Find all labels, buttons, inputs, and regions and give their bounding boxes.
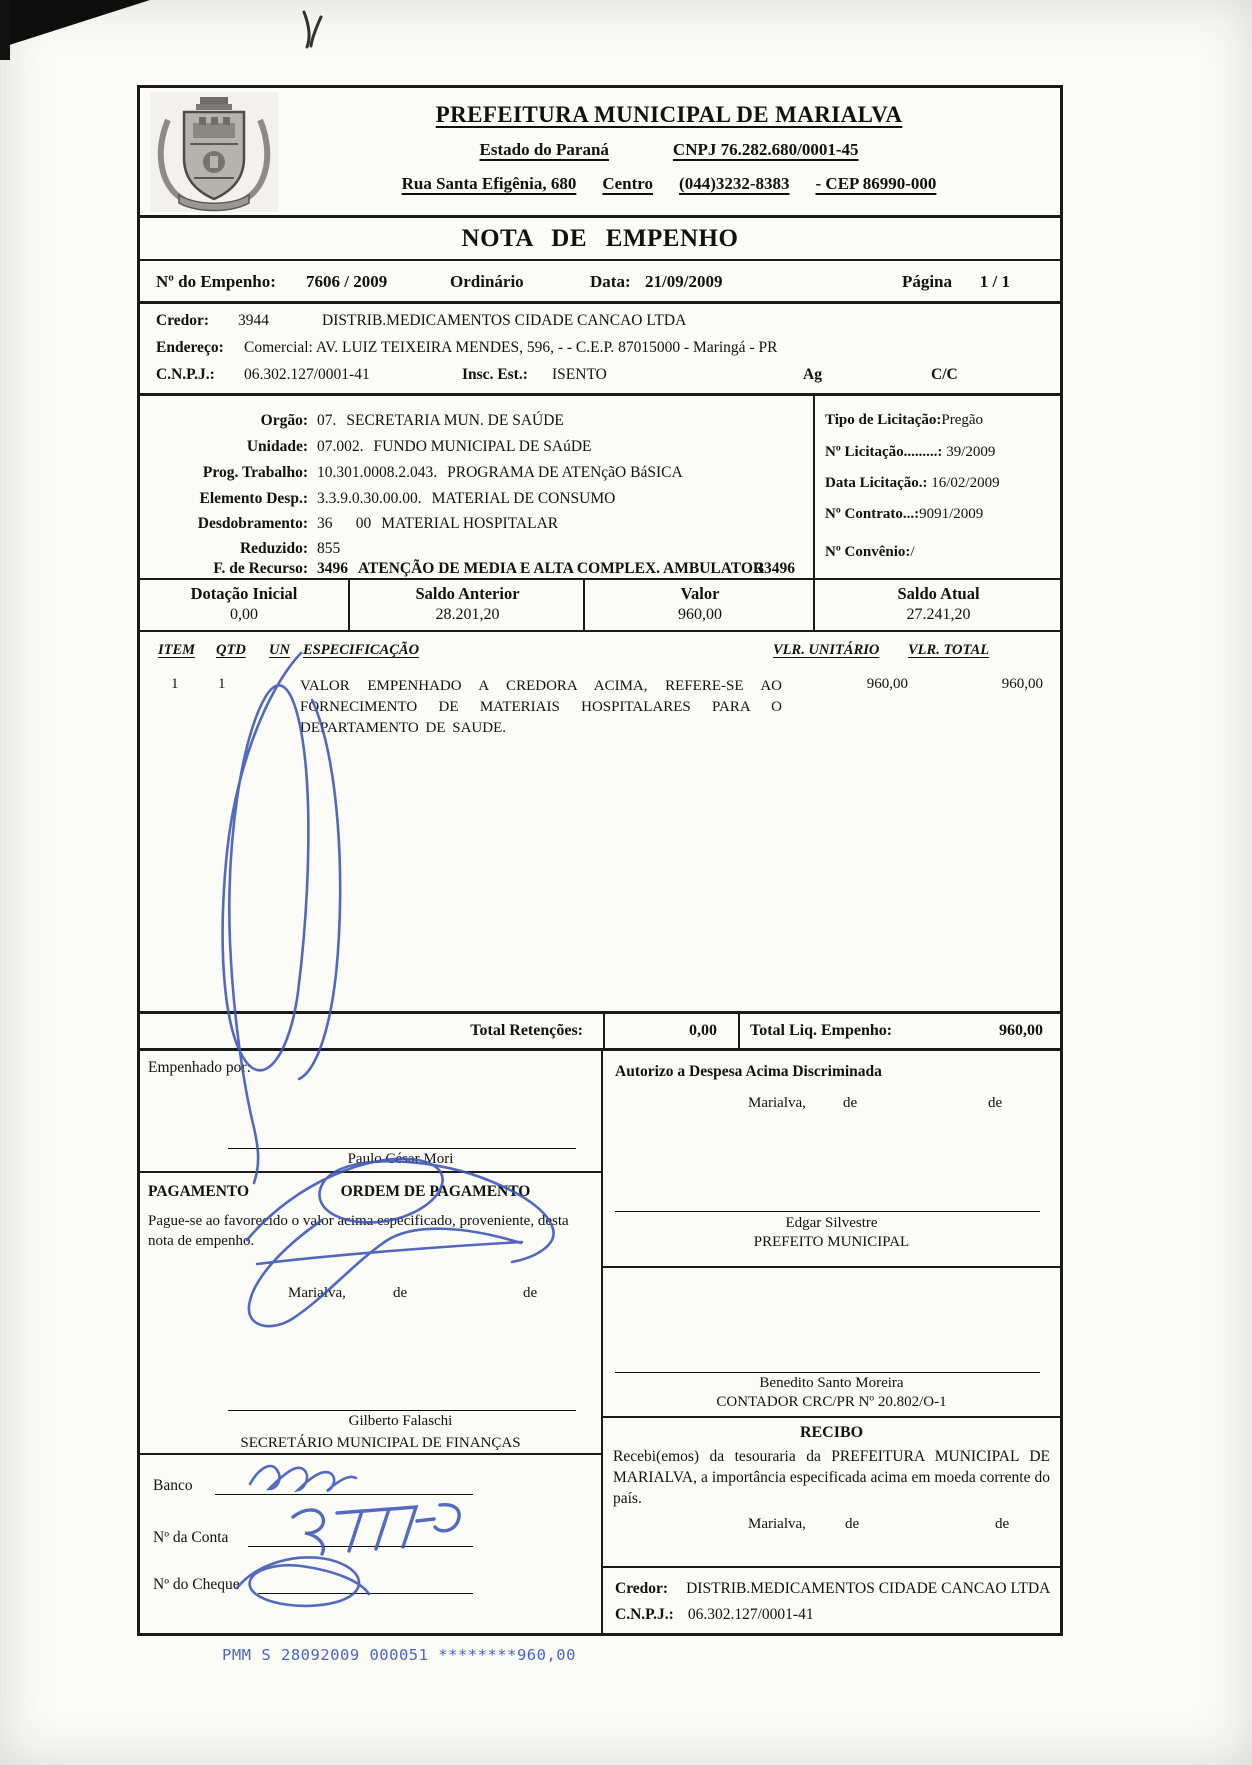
- bidding-number-value: 39/2009: [946, 444, 996, 460]
- payment-order-box: [140, 1173, 603, 1455]
- budget-classification: [140, 396, 813, 578]
- scan-artifact-edge: [0, 0, 10, 60]
- saldo-atual-value: 27.241,20: [906, 606, 971, 623]
- address-value: Comercial: AV. LUIZ TEIXEIRA MENDES, 596, - - C.E.P. 87015000 - Maringá - PR: [244, 339, 778, 356]
- state-reg-value: ISENTO: [552, 366, 607, 383]
- col-header-especificacao: ESPECIFICAÇÃO: [303, 642, 420, 658]
- col-header-vlr-unitario: VLR. UNITÁRIO: [773, 642, 880, 658]
- banco-label: Banco: [153, 1477, 193, 1494]
- saldo-anterior-value: 28.201,20: [435, 606, 500, 623]
- agreement-number-value: /: [910, 544, 915, 560]
- col-header-qtd: QTD: [216, 642, 246, 658]
- budget-row-recurso: [140, 560, 813, 578]
- header-title: PREFEITURA MUNICIPAL DE MARIALVA: [435, 102, 903, 127]
- contract-number-row: [825, 506, 983, 523]
- header-cnpj: CNPJ 76.282.680/0001-45: [672, 140, 859, 159]
- total-liquido-value: 960,00: [999, 1022, 1043, 1039]
- desdobramento-code: 36 00: [317, 515, 372, 532]
- empenho-date-value: 21/09/2009: [645, 272, 723, 291]
- items-table: [140, 632, 1060, 1011]
- header-district: Centro: [602, 174, 654, 193]
- contract-number-value: 9091/2009: [919, 506, 984, 522]
- item-number: 1: [171, 676, 179, 692]
- accountant-box: [603, 1268, 1060, 1418]
- de-word: de: [523, 1285, 538, 1301]
- signer-edgar-silvestre: Edgar Silvestre: [785, 1215, 878, 1231]
- pen-mark-top: [304, 12, 321, 47]
- document-title: NOTA DE EMPENHO: [140, 218, 1060, 261]
- signer-title-secretario-financas: SECRETÁRIO MUNICIPAL DE FINANÇAS: [240, 1435, 521, 1451]
- signature-line-contador: [615, 1372, 1040, 1373]
- cheque-label: Nº do Cheque: [153, 1576, 240, 1593]
- header-text-block: [290, 102, 1048, 194]
- item-description: VALOR EMPENHADO A CREDORA ACIMA, REFERE-SE AO FORNECIMENTO DE MATERIAIS HOSPITALARES PARA O DEPARTAMENTO DE SAUDE.: [300, 678, 782, 736]
- totals-divider-1: [603, 1014, 605, 1048]
- item-quantity: 1: [218, 676, 226, 692]
- budget-row-reduzido: [140, 540, 813, 558]
- totals-divider-2: [738, 1014, 740, 1048]
- cnpj-label: C.N.P.J.:: [156, 366, 215, 383]
- balances-row: [140, 580, 1060, 632]
- cheque-fill-line: [258, 1593, 473, 1594]
- bidding-type-row: [825, 412, 983, 429]
- balance-col-dotacao: [140, 580, 348, 630]
- dot-matrix-stamp: PMM S 28092009 000051 ********960,00: [222, 1646, 576, 1664]
- orgao-desc: SECRETARIA MUN. DE SAÚDE: [346, 412, 564, 429]
- conta-fill-line: [248, 1546, 473, 1547]
- col-header-vlr-total: VLR. TOTAL: [908, 642, 990, 658]
- desdobramento-desc: MATERIAL HOSPITALAR: [381, 515, 559, 532]
- prog-desc: PROGRAMA DE ATENçãO BáSICA: [447, 464, 683, 481]
- de-word: de: [845, 1516, 860, 1532]
- item-unit-value: 960,00: [866, 676, 908, 692]
- footer-cnpj-row: [615, 1606, 814, 1624]
- city-name: Marialva,: [748, 1516, 806, 1532]
- item-total-value: 960,00: [1001, 676, 1043, 692]
- empenhado-por-box: [140, 1051, 603, 1173]
- reduzido-label: Reduzido:: [239, 540, 308, 557]
- de-word: de: [393, 1285, 408, 1301]
- footer-creditor-name: DISTRIB.MEDICAMENTOS CIDADE CANCAO LTDA: [686, 1580, 1051, 1597]
- agreement-number-row: [825, 544, 915, 561]
- scan-artifact-corner: [0, 0, 150, 48]
- signature-line-prefeito: [615, 1211, 1040, 1212]
- de-word: de: [988, 1095, 1003, 1111]
- recibo-body-text: Recebi(emos) da tesouraria da PREFEITURA MUNICIPAL DE MARIALVA, a importância especificada acima em moeda corrente do país.: [613, 1448, 1050, 1507]
- pagamento-title: PAGAMENTO: [148, 1183, 250, 1200]
- budget-row-unidade: [140, 438, 813, 456]
- document-header: [140, 88, 1060, 218]
- footer-creditor-row: [615, 1580, 1050, 1598]
- elemento-desc: MATERIAL DE CONSUMO: [431, 490, 616, 507]
- header-line-state: [290, 140, 1048, 160]
- recurso-extra-code: 33496: [756, 560, 795, 577]
- creditor-label: Credor:: [156, 312, 210, 329]
- page-label: Página: [901, 272, 952, 291]
- signature-area: [140, 1051, 1060, 1633]
- empenho-number-value: 7606 / 2009: [306, 272, 388, 291]
- creditor-footer-box: [603, 1568, 1060, 1633]
- saldo-anterior-header: Saldo Anterior: [415, 584, 520, 603]
- empenho-number-label: Nº do Empenho:: [156, 272, 276, 291]
- header-cep: - CEP 86990-000: [815, 174, 937, 193]
- bidding-date-label: Data Licitação.:: [825, 475, 928, 491]
- cnpj-value: 06.302.127/0001-41: [244, 366, 370, 383]
- header-line-address: [290, 174, 1048, 194]
- budget-row-elemento: [140, 490, 813, 508]
- conta-label: Nº da Conta: [153, 1529, 229, 1546]
- footer-cnpj-label: C.N.P.J.:: [615, 1606, 674, 1623]
- empenho-modality: Ordinário: [450, 272, 524, 291]
- signer-gilberto-falaschi: Gilberto Falaschi: [348, 1413, 453, 1429]
- total-retencoes-label: Total Retenções:: [470, 1022, 583, 1039]
- header-phone: (044)3232-8383: [679, 174, 790, 193]
- balance-col-saldo-anterior: [348, 580, 585, 630]
- orgao-label: Orgão:: [260, 412, 308, 429]
- bidding-type-value: Pregão: [941, 412, 984, 428]
- col-header-un: UN: [269, 642, 290, 658]
- bidding-date-value: 16/02/2009: [931, 475, 1000, 491]
- unidade-code: 07.002.: [317, 438, 364, 455]
- total-liquido-label: Total Liq. Empenho:: [750, 1022, 893, 1039]
- reduzido-code: 855: [317, 540, 341, 557]
- signature-line-pagamento: [228, 1410, 576, 1411]
- de-word: de: [843, 1095, 858, 1111]
- recibo-title: RECIBO: [799, 1424, 864, 1441]
- totals-row: [140, 1011, 1060, 1051]
- address-label: Endereço:: [156, 339, 224, 356]
- prog-code: 10.301.0008.2.043.: [317, 464, 438, 481]
- document-frame: [137, 85, 1063, 1636]
- bidding-type-label: Tipo de Licitação:: [825, 412, 942, 428]
- signer-title-contador: CONTADOR CRC/PR Nº 20.802/O-1: [716, 1394, 947, 1410]
- empenho-number-row: [140, 261, 1060, 304]
- footer-cnpj-value: 06.302.127/0001-41: [687, 1606, 814, 1623]
- header-address: Rua Santa Efigênia, 680: [401, 174, 577, 193]
- recurso-code: 3496: [317, 560, 348, 577]
- bidding-date-row: [825, 475, 1000, 492]
- signer-benedito-santo-moreira: Benedito Santo Moreira: [759, 1375, 904, 1391]
- col-header-item: ITEM: [158, 642, 196, 658]
- bidding-number-row: [825, 444, 995, 461]
- signer-paulo-cesar-mori: Paulo César Mori: [347, 1151, 454, 1167]
- budget-row-orgao: [140, 412, 813, 430]
- budget-section: [140, 396, 1060, 580]
- signer-title-prefeito: PREFEITO MUNICIPAL: [753, 1234, 910, 1250]
- unidade-desc: FUNDO MUNICIPAL DE SAúDE: [373, 438, 592, 455]
- signature-line-empenhado: [228, 1148, 576, 1149]
- balance-col-valor: [583, 580, 815, 630]
- creditor-box: [140, 304, 1060, 396]
- valor-value: 960,00: [678, 606, 722, 623]
- unidade-label: Unidade:: [246, 438, 308, 455]
- valor-header: Valor: [680, 584, 720, 603]
- authorization-box: [603, 1051, 1060, 1268]
- dotacao-value: 0,00: [230, 606, 258, 623]
- page-value: 1 / 1: [979, 272, 1010, 291]
- creditor-name: DISTRIB.MEDICAMENTOS CIDADE CANCAO LTDA: [322, 312, 687, 329]
- orgao-code: 07.: [317, 412, 337, 429]
- banco-fill-line: [215, 1494, 473, 1495]
- desdobramento-label: Desdobramento:: [197, 515, 308, 532]
- balance-col-saldo-atual: [813, 580, 1062, 630]
- pagamento-body-text: Pague-se ao favorecido o valor acima especificado, proveniente, desta nota de empenho.: [148, 1213, 569, 1249]
- receipt-box: [603, 1418, 1060, 1568]
- state-reg-label: Insc. Est.:: [462, 366, 528, 383]
- agency-label: Ag: [803, 366, 822, 383]
- recurso-label: F. de Recurso:: [213, 560, 308, 577]
- footer-creditor-label: Credor:: [615, 1580, 669, 1597]
- saldo-atual-header: Saldo Atual: [897, 584, 980, 603]
- bidding-number-label: Nº Licitação.........:: [825, 444, 943, 460]
- budget-row-desdobramento: [140, 515, 813, 533]
- elemento-code: 3.3.9.0.30.00.00.: [317, 490, 422, 507]
- dotacao-header: Dotação Inicial: [190, 584, 298, 603]
- recurso-desc: ATENÇÃO DE MEDIA E ALTA COMPLEX. AMBULATOR: [358, 560, 765, 577]
- agreement-number-label: Nº Convênio:: [825, 544, 911, 560]
- bank-fields-box: [140, 1455, 603, 1633]
- budget-row-prog-trabalho: [140, 464, 813, 482]
- ordem-pagamento-title: ORDEM DE PAGAMENTO: [340, 1183, 531, 1200]
- contract-number-label: Nº Contrato...:: [825, 506, 920, 522]
- total-retencoes-value: 0,00: [689, 1022, 717, 1039]
- municipal-crest-logo: [150, 92, 278, 212]
- account-label: C/C: [931, 366, 958, 383]
- autorizo-title: Autorizo a Despesa Acima Discriminada: [615, 1063, 882, 1080]
- bidding-info-box: [813, 396, 1062, 578]
- de-word: de: [995, 1516, 1010, 1532]
- empenhado-por-label: Empenhado por:: [148, 1059, 251, 1076]
- elemento-label: Elemento Desp.:: [199, 490, 308, 507]
- empenho-date-label: Data:: [590, 272, 631, 291]
- city-name: Marialva,: [288, 1285, 346, 1301]
- prog-label: Prog. Trabalho:: [202, 464, 308, 481]
- city-name: Marialva,: [748, 1095, 806, 1111]
- crest-graphic: [150, 92, 278, 212]
- header-state: Estado do Paraná: [479, 140, 609, 159]
- creditor-code: 3944: [238, 312, 269, 329]
